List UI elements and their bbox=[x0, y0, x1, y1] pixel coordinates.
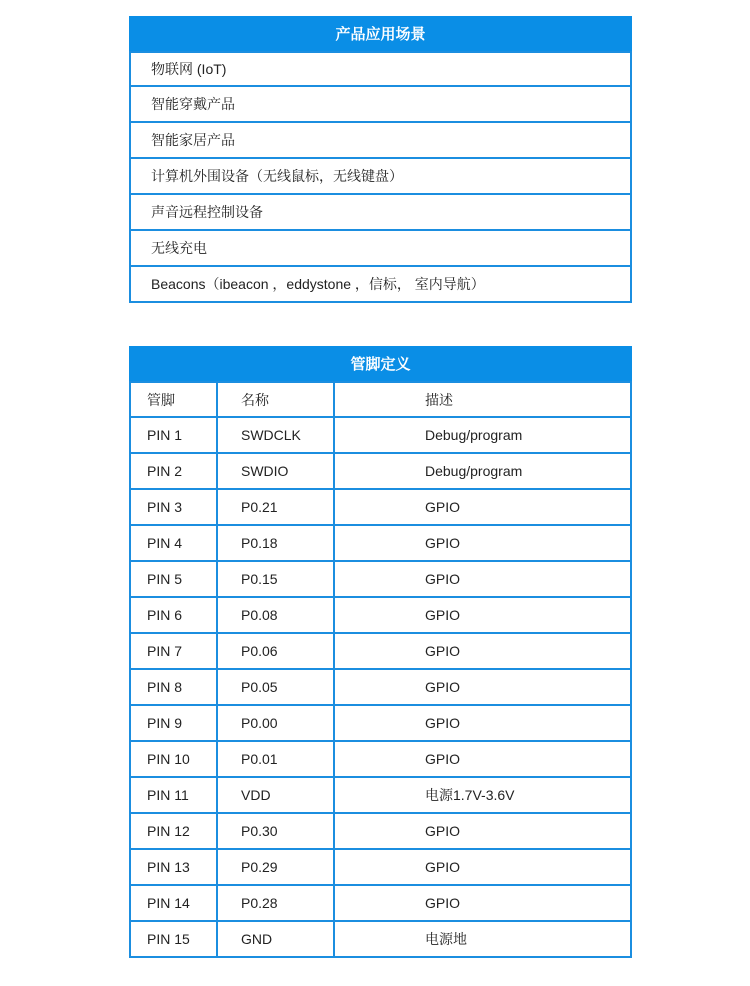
table-row bbox=[131, 454, 630, 490]
table-row bbox=[131, 634, 630, 670]
table-row bbox=[131, 886, 630, 922]
list-item: Beacons（ibeacon ，eddystone ，信标， 室内导航） bbox=[131, 267, 630, 303]
name-cell: P0.29 bbox=[218, 850, 335, 884]
list-item: 无线充电 bbox=[131, 231, 630, 267]
pin-cell: PIN 5 bbox=[131, 562, 218, 596]
pin-cell: PIN 11 bbox=[131, 778, 218, 812]
table-row bbox=[131, 526, 630, 562]
list-item: 智能穿戴产品 bbox=[131, 87, 630, 123]
name-cell: P0.21 bbox=[218, 490, 335, 524]
table-row bbox=[131, 814, 630, 850]
name-cell: P0.30 bbox=[218, 814, 335, 848]
pin-table bbox=[129, 381, 632, 958]
name-cell: GND bbox=[218, 922, 335, 956]
name-cell: P0.00 bbox=[218, 706, 335, 740]
name-cell: P0.18 bbox=[218, 526, 335, 560]
table-row bbox=[131, 778, 630, 814]
pin-cell: PIN 10 bbox=[131, 742, 218, 776]
description-cell: GPIO bbox=[425, 643, 461, 659]
pin-cell: PIN 2 bbox=[131, 454, 218, 488]
description-cell: Debug/program bbox=[425, 427, 523, 443]
description-cell: GPIO bbox=[425, 895, 461, 911]
description-cell: Debug/program bbox=[425, 463, 523, 479]
name-cell: P0.15 bbox=[218, 562, 335, 596]
header-description: 描述 bbox=[425, 391, 453, 408]
pin-cell: PIN 14 bbox=[131, 886, 218, 920]
pin-cell: PIN 3 bbox=[131, 490, 218, 524]
pin-cell: PIN 12 bbox=[131, 814, 218, 848]
pin-definition-panel bbox=[129, 346, 632, 958]
application-scenarios-panel bbox=[129, 16, 632, 303]
table-row bbox=[131, 850, 630, 886]
description-cell: GPIO bbox=[425, 715, 461, 731]
pins-title: 管脚定义 bbox=[129, 346, 632, 381]
pin-cell: PIN 13 bbox=[131, 850, 218, 884]
table-row bbox=[131, 706, 630, 742]
pin-cell: PIN 8 bbox=[131, 670, 218, 704]
pin-cell: PIN 15 bbox=[131, 922, 218, 956]
table-row bbox=[131, 562, 630, 598]
table-row bbox=[131, 670, 630, 706]
scenarios-list bbox=[129, 51, 632, 303]
scenarios-title: 产品应用场景 bbox=[129, 16, 632, 51]
description-cell: GPIO bbox=[425, 535, 461, 551]
name-cell: P0.08 bbox=[218, 598, 335, 632]
description-cell: GPIO bbox=[425, 823, 461, 839]
name-cell: P0.01 bbox=[218, 742, 335, 776]
header-pin: 管脚 bbox=[131, 383, 218, 416]
name-cell: SWDCLK bbox=[218, 418, 335, 452]
description-cell: GPIO bbox=[425, 607, 461, 623]
description-cell: 电源1.7V-3.6V bbox=[425, 787, 515, 803]
list-item: 计算机外围设备（无线鼠标，无线键盘） bbox=[131, 159, 630, 195]
table-row bbox=[131, 418, 630, 454]
description-cell: GPIO bbox=[425, 751, 461, 767]
table-row bbox=[131, 490, 630, 526]
table-row bbox=[131, 742, 630, 778]
name-cell: P0.28 bbox=[218, 886, 335, 920]
pin-cell: PIN 4 bbox=[131, 526, 218, 560]
header-name: 名称 bbox=[218, 383, 335, 416]
description-cell: GPIO bbox=[425, 499, 461, 515]
description-cell: GPIO bbox=[425, 679, 461, 695]
pin-cell: PIN 7 bbox=[131, 634, 218, 668]
pin-cell: PIN 6 bbox=[131, 598, 218, 632]
description-cell: GPIO bbox=[425, 571, 461, 587]
table-row bbox=[131, 598, 630, 634]
description-cell: 电源地 bbox=[425, 931, 467, 947]
pin-cell: PIN 9 bbox=[131, 706, 218, 740]
name-cell: P0.06 bbox=[218, 634, 335, 668]
name-cell: VDD bbox=[218, 778, 335, 812]
list-item: 声音远程控制设备 bbox=[131, 195, 630, 231]
list-item: 智能家居产品 bbox=[131, 123, 630, 159]
pin-cell: PIN 1 bbox=[131, 418, 218, 452]
name-cell: SWDIO bbox=[218, 454, 335, 488]
description-cell: GPIO bbox=[425, 859, 461, 875]
name-cell: P0.05 bbox=[218, 670, 335, 704]
pin-rows bbox=[131, 418, 630, 958]
table-row bbox=[131, 922, 630, 958]
list-item: 物联网 (IoT) bbox=[131, 51, 630, 87]
table-header-row bbox=[131, 381, 630, 418]
